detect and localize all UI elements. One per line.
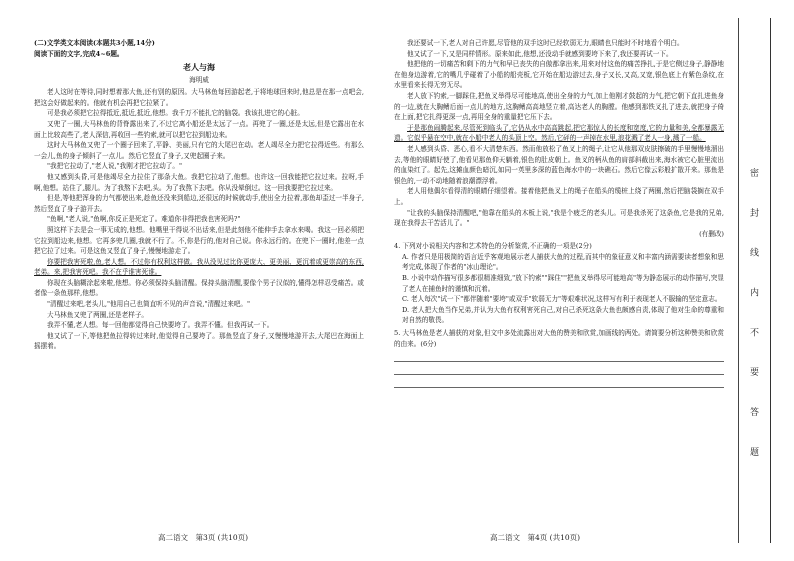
left-page-footer: 高二语文 第3页 (共10页) bbox=[158, 533, 249, 542]
section-heading: (二)文学类文本阅读(本题共3小题,14分) bbox=[34, 39, 155, 47]
left-paragraph: "清醒过来吧,老头儿,"他用自己也简直听不见的声音说,"清醒过来吧。" bbox=[47, 300, 251, 309]
binding-strip bbox=[742, 18, 780, 543]
strip-border bbox=[770, 18, 771, 543]
left-page bbox=[0, 0, 382, 561]
right-paragraph: 我还要试一下,老人对自己许愿,尽管他的双手这时已经软弱无力,眼睛也只能时不时地看个明白。 bbox=[407, 39, 684, 47]
left-paragraph: "鱼啊,"老人说,"鱼啊,你反正是死定了。难道你非得把我也害死吗?" bbox=[47, 215, 241, 224]
right-paragraph-underlined: 于是那鱼闹腾起来,尽管死到临头了,它仍从水中高高跳起,把它那惊人的长度和宽度,它的力量和美,全都暴露无遗。它似乎悬在空中,就在小船中老人的头顶上空。然后,它砰的一声掉在水里,浪花溅了老人一身,溅了一船。 bbox=[394, 123, 724, 143]
right-page-footer: 高二语文 第4页 (共10页) bbox=[490, 533, 581, 542]
question-4-option-d: D. 老人把大鱼当作兄弟,并认为大鱼有权利害死自己,对自己杀死这条大鱼也颇感自责,体现了他对生命的尊重和对自然的敬畏。 bbox=[402, 305, 724, 325]
left-paragraph: "我把它拉动了,"老人说,"我刚才把它拉动了。" bbox=[47, 162, 183, 171]
left-paragraph: 照这样下去是会一事无成的,他想。他嘴里干得说不出话来,但是此刻他不能伸手去拿水来喝。我这一回必须把它拉到船边来,他想。它再多兜几圈,我就不行了。不,你是行的,他对自己说。你永远行的。在兜下一圈时,他差一点把它拉了过来。可是这鱼又竖直了身子,慢慢地游走了。 bbox=[34, 225, 364, 256]
left-paragraph: 我弄不懂,老人想。每一回他都觉得自己快要垮了。我弄不懂。但我再试一下。 bbox=[47, 321, 274, 330]
left-paragraph: 这时大马林鱼又兜了一个圈子回来了,平静、美丽,只有它的大尾巴在动。老人竭尽全力把它拉得近些。有那么一会儿,鱼的身子倾斜了一点儿。然后它竖直了身子,又兜起圈子来。 bbox=[34, 141, 364, 160]
right-paragraph: 老人放下钓索,一脚踩住,把鱼叉举得尽可能地高,使出全身的力气,加上他刚才鼓起的力气,把它朝下直扎进鱼身的一边,就在大胸鳍后面一点儿的地方,这胸鳍高高地竖立着,高达老人的胸膛。他感到那铁叉扎了进去,就把身子倚在上面,把它扎得更深一点,再用全身的重量把它压下去。 bbox=[394, 91, 724, 122]
question-4-stem: 4. 下列对小说相关内容和艺术特色的分析鉴赏,不正确的一项是(2分) bbox=[394, 242, 592, 251]
passage-title: 老人与海 bbox=[183, 62, 215, 73]
left-paragraph: 又兜了一圈,大马林鱼的背脊露出来了,不过它离小船还是太远了一点。再兜了一圈,还是太远,但是它露出在水面上比较高些了,老人深信,再收回一些钓索,就可以把它拉到船边来。 bbox=[34, 119, 364, 139]
right-page bbox=[382, 0, 736, 561]
source-note: (有删改) bbox=[699, 229, 724, 238]
question-4-option-a: A. 作者只是用极简的语言近乎客观地展示老人捕获大鱼的过程,而其中的象征意义和丰富内涵需要读者想象和思考完成,体现了作者的"冰山理论"。 bbox=[402, 252, 724, 272]
right-paragraph: 老人用他偶尔看得清的眼睛仔细望着。接着他把鱼叉上的绳子在船头的缆桩上绕了两圈,然后把脑袋搁在双手上。 bbox=[394, 187, 724, 206]
question-4-option-c: C. 老人每次"试一下"都伴随着"要垮"或双手"软弱无力"等艰难状况,这样写有利于表现老人不服输的坚定意志。 bbox=[402, 295, 722, 304]
right-paragraph: "让我的头脑保持清醒吧,"他靠在船头的木板上说,"我是个疲乏的老头儿。可是我杀死了这条鱼,它是我的兄弟,现在我得去干苦活儿了。" bbox=[394, 208, 724, 228]
reading-instruction: 阅读下面的文字,完成4~6题。 bbox=[34, 49, 124, 58]
left-paragraph: 你现在头脑糊涂起来啦,他想。你必须保持头脑清醒。保持头脑清醒,要像个男子汉似的,懂得怎样忍受痛苦。或者像一条鱼那样,他想。 bbox=[34, 278, 364, 298]
right-paragraph: 他把他的一切痛苦和剩下的力气和早已丧失的自傲都拿出来,用来对付这鱼的痛苦挣扎,于是它侧过身子,静静地在他身边游着,它的嘴几乎碰着了小船的船壳板,它开始在船边游过去,身子又长,又高,又宽,银色底上有紫色条纹,在水里看来长得无穷无尽。 bbox=[394, 60, 724, 90]
answer-line[interactable] bbox=[394, 387, 724, 388]
answer-line[interactable] bbox=[394, 374, 724, 375]
right-paragraph: 老人感到头昏、恶心,看不大清楚东西。然而他放松了鱼叉上的绳子,让它从他那双皮肤擦破的手里慢慢地溜出去,等他的眼睛好使了,他看见那鱼仰天躺着,银色的肚皮朝上。鱼叉的柄从鱼的肩部斜截出来,海水被它心脏里流出的血染红了。起先,这摊血颜色暗沉,如同一英里多深的蓝色海水中的一块礁石。然后它像云彩般扩散开来。那鱼是银色的,一动不动地随着浪潮漂浮着。 bbox=[394, 144, 724, 185]
left-paragraph-underlined: 你要把我害死啦,鱼,老人想。不过你有权利这样做。我从没见过比你更庞大、更美丽、更沉着或更崇高的东西,老弟。来,把我害死吧。我不在乎谁害死谁。 bbox=[34, 257, 364, 277]
left-paragraph: 可是我必须把它拉得抵近,抵近,抵近,他想。我千万不能扎它的脑袋。我该扎进它的心脏。 bbox=[47, 109, 304, 118]
left-paragraph: 他又试了一下,等他把鱼拉得转过来时,他觉得自己要垮了。那鱼竖直了身子,又慢慢地游开去,大尾巴在海面上摇摆着。 bbox=[34, 331, 364, 351]
seal-line-notice: 密 封 线 内 不 要 答 题 bbox=[748, 168, 758, 471]
left-paragraph: 大马林鱼又兜了两圈,还是老样子。 bbox=[47, 310, 149, 319]
binding-divider bbox=[738, 18, 739, 543]
left-paragraph: 但是,等他把浑身的力气都使出来,趁鱼还没来到船边,还很远的时候就动手,使出全力拉着,那鱼却歪过一半身子,然后竖直了身子游开去。 bbox=[34, 194, 364, 213]
right-paragraph: 他又试了一下,又是同样情形。原来如此,他想,还没动手就感到要垮下来了,我还要再试一下。 bbox=[407, 49, 673, 58]
question-4-option-b: B. 小说中动作描写很多都很精准细致,"放下钓索""踩住""把鱼叉举得尽可能地高"等为静态展示的动作描写,突显了老人在捕鱼时的谨慎和沉着。 bbox=[402, 274, 724, 293]
answer-line[interactable] bbox=[394, 361, 724, 362]
left-paragraph: 他又感到头昏,可是他竭尽全力拉住了那条大鱼。我把它拉动了,他想。也许这一回我能把它拉过来。拉呀,手啊,他想。站住了,腿儿。为了我熬下去吧,头。为了我熬下去吧。你从没晕倒过。这一回我要把它拉过来。 bbox=[34, 172, 364, 192]
passage-author: 海明威 bbox=[189, 76, 209, 85]
left-paragraph: 老人这时在等待,同时想着那大鱼,还有别的原因。大马林鱼每回游起老,于将地球回来时,他总是在那一点吧会,把这会好做起来的。他就有机会再把它拉紧了。 bbox=[34, 88, 364, 107]
question-5-stem: 5. 大马林鱼是老人捕获的对象,但文中多处流露出对大鱼的赞美和欣赏,加画线的两处。请简要分析这种赞美和欣赏的由来。(6分) bbox=[394, 329, 724, 348]
